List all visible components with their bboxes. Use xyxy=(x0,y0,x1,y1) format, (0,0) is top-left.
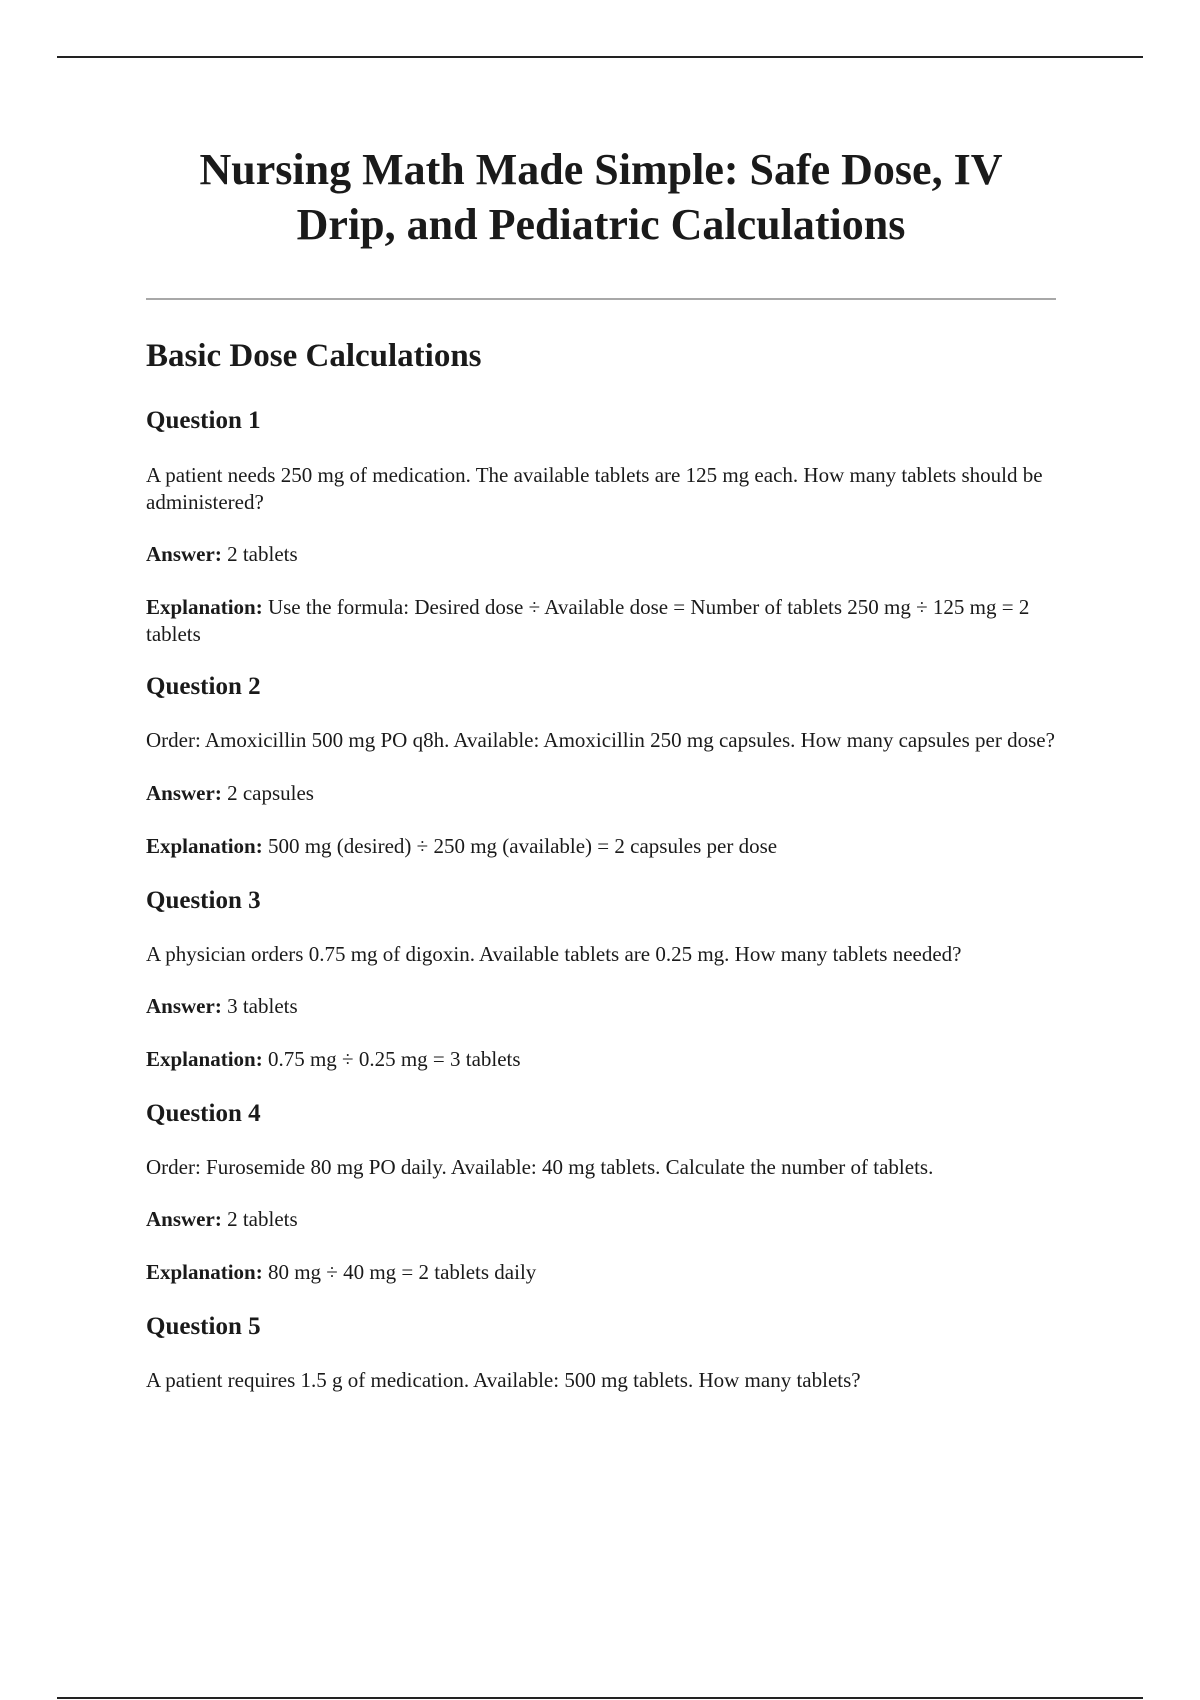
question-text: Order: Furosemide 80 mg PO daily. Available: 40 mg tablets. Calculate the number of tablets. xyxy=(146,1155,934,1179)
answer-value: 2 tablets xyxy=(227,1207,298,1231)
question-block-1 xyxy=(146,406,1056,648)
question-block-5 xyxy=(146,1312,1056,1394)
explanation-line xyxy=(146,594,1056,648)
title-divider xyxy=(146,298,1056,300)
answer-label: Answer: xyxy=(146,1207,222,1231)
question-heading: Question 4 xyxy=(146,1100,261,1127)
answer-label: Answer: xyxy=(146,994,222,1018)
question-text: A physician orders 0.75 mg of digoxin. Available tablets are 0.25 mg. How many tablets needed? xyxy=(146,942,962,966)
answer-line xyxy=(146,780,1056,807)
answer-line xyxy=(146,993,1056,1020)
answer-value: 2 capsules xyxy=(227,781,314,805)
document-title: Nursing Math Made Simple: Safe Dose, IV Drip, and Pediatric Calculations xyxy=(199,145,1003,249)
explanation-line xyxy=(146,1046,1056,1073)
explanation-value: 0.75 mg ÷ 0.25 mg = 3 tablets xyxy=(267,1047,521,1071)
question-block-3 xyxy=(146,886,1056,1073)
answer-line xyxy=(146,1206,1056,1233)
page-top-rule xyxy=(57,56,1143,58)
answer-line xyxy=(146,541,1056,568)
question-heading: Question 1 xyxy=(146,407,261,434)
question-text: A patient needs 250 mg of medication. The available tablets are 125 mg each. How many tablets should be administered? xyxy=(146,463,1043,514)
explanation-label: Explanation: xyxy=(146,595,263,619)
answer-label: Answer: xyxy=(146,781,222,805)
section-heading: Basic Dose Calculations xyxy=(146,338,482,374)
explanation-label: Explanation: xyxy=(146,834,263,858)
answer-value: 2 tablets xyxy=(227,542,298,566)
question-heading: Question 2 xyxy=(146,673,261,700)
question-heading: Question 5 xyxy=(146,1313,261,1340)
question-heading: Question 3 xyxy=(146,887,261,914)
question-text: Order: Amoxicillin 500 mg PO q8h. Available: Amoxicillin 250 mg capsules. How many capsules per dose? xyxy=(146,728,1055,752)
explanation-value: Use the formula: Desired dose ÷ Available dose = Number of tablets 250 mg ÷ 125 mg = 2 tablets xyxy=(146,595,1030,646)
explanation-label: Explanation: xyxy=(146,1260,263,1284)
question-block-4 xyxy=(146,1099,1056,1286)
page-bottom-rule xyxy=(57,1697,1143,1699)
explanation-value: 80 mg ÷ 40 mg = 2 tablets daily xyxy=(267,1260,537,1284)
explanation-line xyxy=(146,833,1056,860)
question-block-2 xyxy=(146,672,1056,860)
explanation-label: Explanation: xyxy=(146,1047,263,1071)
document-body xyxy=(146,142,1056,1394)
question-text: A patient requires 1.5 g of medication. Available: 500 mg tablets. How many tablets? xyxy=(146,1368,861,1392)
explanation-value: 500 mg (desired) ÷ 250 mg (available) = 2 capsules per dose xyxy=(267,834,778,858)
answer-value: 3 tablets xyxy=(227,994,298,1018)
explanation-line xyxy=(146,1259,1056,1286)
answer-label: Answer: xyxy=(146,542,222,566)
